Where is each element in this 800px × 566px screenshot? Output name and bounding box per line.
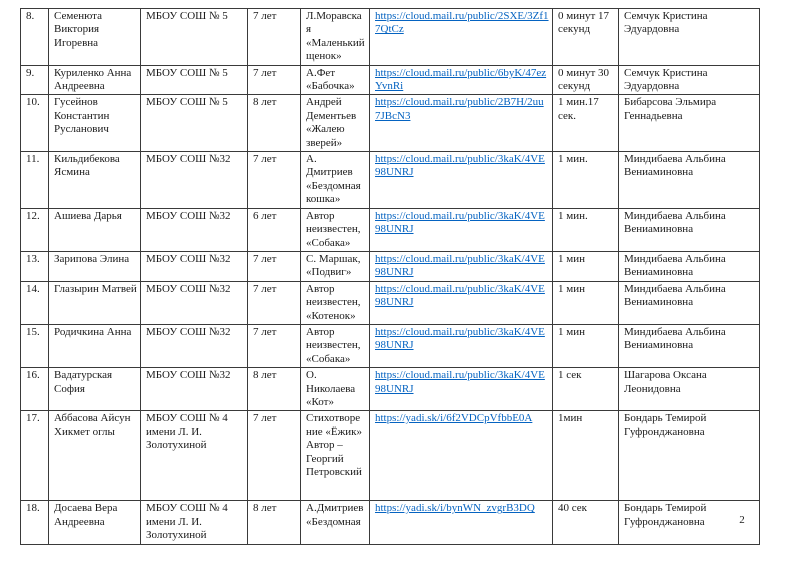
cell-participant-name: Аббасова Айсун Хикмет оглы — [49, 411, 141, 501]
cell-row-number: 8. — [21, 9, 49, 66]
cell-row-number: 11. — [21, 152, 49, 209]
table-row — [21, 152, 760, 209]
cell-age: 7 лет — [248, 411, 301, 501]
cell-duration: 1мин — [553, 411, 619, 501]
cell-recording-link — [370, 152, 553, 209]
cell-school: МБОУ СОШ № 4 имени Л. И. Золотухиной — [141, 501, 248, 544]
cell-recording-link — [370, 324, 553, 367]
cell-participant-name: Кильдибекова Ясмина — [49, 152, 141, 209]
recording-link[interactable]: https://yadi.sk/i/bynWN_zvgrB3DQ — [375, 502, 535, 515]
cell-school: МБОУ СОШ № 5 — [141, 65, 248, 95]
cell-work-title: А. Дмитриев «Бездомная кошка» — [301, 152, 370, 209]
cell-school: МБОУ СОШ № 5 — [141, 9, 248, 66]
recording-link[interactable]: https://yadi.sk/i/6f2VDCpVfbbE0A — [375, 412, 533, 425]
cell-teacher: Миндибаева Альбина Вениаминовна — [619, 324, 760, 367]
cell-school: МБОУ СОШ № 5 — [141, 95, 248, 152]
participants-table — [20, 8, 760, 545]
cell-duration: 1 сек — [553, 368, 619, 411]
cell-school: МБОУ СОШ №32 — [141, 251, 248, 281]
cell-work-title: Автор неизвестен, «Собака» — [301, 208, 370, 251]
recording-link[interactable]: https://cloud.mail.ru/public/2B7H/2uu7JBcN3 — [375, 96, 544, 122]
table-row — [21, 9, 760, 66]
cell-work-title: Стихотворение «Ёжик» Автор – Георгий Петровский — [301, 411, 370, 501]
cell-teacher: Бондарь Темирой Гуфронджановна — [619, 411, 760, 501]
table-row — [21, 251, 760, 281]
recording-link[interactable]: https://cloud.mail.ru/public/3kaK/4VE98UNRJ — [375, 252, 545, 279]
table-body — [21, 9, 760, 545]
cell-duration: 1 мин. — [553, 208, 619, 251]
cell-recording-link — [370, 9, 553, 66]
cell-teacher: Бибарсова Эльмира Геннадьевна — [619, 95, 760, 152]
cell-teacher: Миндибаева Альбина Вениаминовна — [619, 152, 760, 209]
cell-participant-name: Вадатурская София — [49, 368, 141, 411]
recording-link[interactable]: https://cloud.mail.ru/public/3kaK/4VE98UNRJ — [375, 153, 545, 179]
cell-teacher: Шагарова Оксана Леонидовна — [619, 368, 760, 411]
cell-teacher: Миндибаева Альбина Вениаминовна — [619, 208, 760, 251]
cell-duration: 0 минут 30 секунд — [553, 65, 619, 95]
cell-duration: 1 мин — [553, 324, 619, 367]
cell-work-title: Л.Моравская «Маленький щенок» — [301, 9, 370, 66]
cell-participant-name: Ашиева Дарья — [49, 208, 141, 251]
page-number: 2 — [739, 514, 745, 526]
recording-link[interactable]: https://cloud.mail.ru/public/3kaK/4VE98UNRJ — [375, 282, 545, 309]
cell-age: 7 лет — [248, 324, 301, 367]
cell-age: 7 лет — [248, 9, 301, 66]
cell-age: 7 лет — [248, 65, 301, 95]
cell-row-number: 17. — [21, 411, 49, 501]
cell-recording-link — [370, 411, 553, 501]
cell-participant-name: Родичкина Анна — [49, 324, 141, 367]
table-row — [21, 281, 760, 324]
cell-participant-name: Семенюта Виктория Игоревна — [49, 9, 141, 66]
cell-participant-name: Куриленко Анна Андреевна — [49, 65, 141, 95]
recording-link[interactable]: https://cloud.mail.ru/public/2SXE/3Zf17QtCz — [375, 10, 549, 36]
cell-duration: 40 сек — [553, 501, 619, 544]
cell-school: МБОУ СОШ №32 — [141, 281, 248, 324]
cell-recording-link — [370, 65, 553, 95]
cell-teacher: Семчук Кристина Эдуардовна — [619, 9, 760, 66]
cell-school: МБОУ СОШ №32 — [141, 368, 248, 411]
cell-recording-link — [370, 501, 553, 544]
table-row — [21, 368, 760, 411]
cell-school: МБОУ СОШ №32 — [141, 324, 248, 367]
cell-participant-name: Досаева Вера Андреевна — [49, 501, 141, 544]
cell-recording-link — [370, 368, 553, 411]
cell-duration: 1 мин. — [553, 152, 619, 209]
cell-age: 6 лет — [248, 208, 301, 251]
cell-duration: 0 минут 17 секунд — [553, 9, 619, 66]
cell-teacher: Миндибаева Альбина Вениаминовна — [619, 281, 760, 324]
table-row — [21, 324, 760, 367]
cell-row-number: 15. — [21, 324, 49, 367]
cell-recording-link — [370, 281, 553, 324]
cell-school: МБОУ СОШ №32 — [141, 152, 248, 209]
cell-row-number: 14. — [21, 281, 49, 324]
cell-participant-name: Глазырин Матвей — [49, 281, 141, 324]
cell-work-title: О. Николаева «Кот» — [301, 368, 370, 411]
cell-recording-link — [370, 95, 553, 152]
cell-row-number: 13. — [21, 251, 49, 281]
cell-work-title: А.Дмитриев «Бездомная — [301, 501, 370, 544]
cell-row-number: 9. — [21, 65, 49, 95]
cell-row-number: 10. — [21, 95, 49, 152]
cell-participant-name: Зарипова Элина — [49, 251, 141, 281]
cell-school: МБОУ СОШ №32 — [141, 208, 248, 251]
cell-age: 8 лет — [248, 501, 301, 544]
cell-age: 8 лет — [248, 368, 301, 411]
table-row — [21, 95, 760, 152]
cell-age: 8 лет — [248, 95, 301, 152]
cell-participant-name: Гусейнов Константин Русланович — [49, 95, 141, 152]
recording-link[interactable]: https://cloud.mail.ru/public/3kaK/4VE98UNRJ — [375, 369, 545, 395]
cell-age: 7 лет — [248, 251, 301, 281]
recording-link[interactable]: https://cloud.mail.ru/public/6byK/47ezYvnRi — [375, 66, 547, 93]
cell-teacher: Семчук Кристина Эдуардовна — [619, 65, 760, 95]
table-row — [21, 411, 760, 501]
cell-school: МБОУ СОШ № 4 имени Л. И. Золотухиной — [141, 411, 248, 501]
table-row — [21, 65, 760, 95]
cell-row-number: 18. — [21, 501, 49, 544]
cell-duration: 1 мин — [553, 251, 619, 281]
cell-work-title: Автор неизвестен, «Котенок» — [301, 281, 370, 324]
table-row — [21, 501, 760, 544]
cell-row-number: 16. — [21, 368, 49, 411]
recording-link[interactable]: https://cloud.mail.ru/public/3kaK/4VE98UNRJ — [375, 209, 545, 236]
cell-work-title: С. Маршак, «Подвиг» — [301, 251, 370, 281]
cell-work-title: Автор неизвестен, «Собака» — [301, 324, 370, 367]
cell-teacher: Бондарь Темирой Гуфронджановна — [619, 501, 760, 544]
cell-age: 7 лет — [248, 281, 301, 324]
table-row — [21, 208, 760, 251]
cell-work-title: А.Фет «Бабочка» — [301, 65, 370, 95]
cell-work-title: Андрей Дементьев «Жалею зверей» — [301, 95, 370, 152]
cell-recording-link — [370, 251, 553, 281]
recording-link[interactable]: https://cloud.mail.ru/public/3kaK/4VE98UNRJ — [375, 325, 545, 352]
cell-teacher: Миндибаева Альбина Вениаминовна — [619, 251, 760, 281]
cell-duration: 1 мин — [553, 281, 619, 324]
cell-duration: 1 мин.17 сек. — [553, 95, 619, 152]
cell-row-number: 12. — [21, 208, 49, 251]
cell-recording-link — [370, 208, 553, 251]
cell-age: 7 лет — [248, 152, 301, 209]
